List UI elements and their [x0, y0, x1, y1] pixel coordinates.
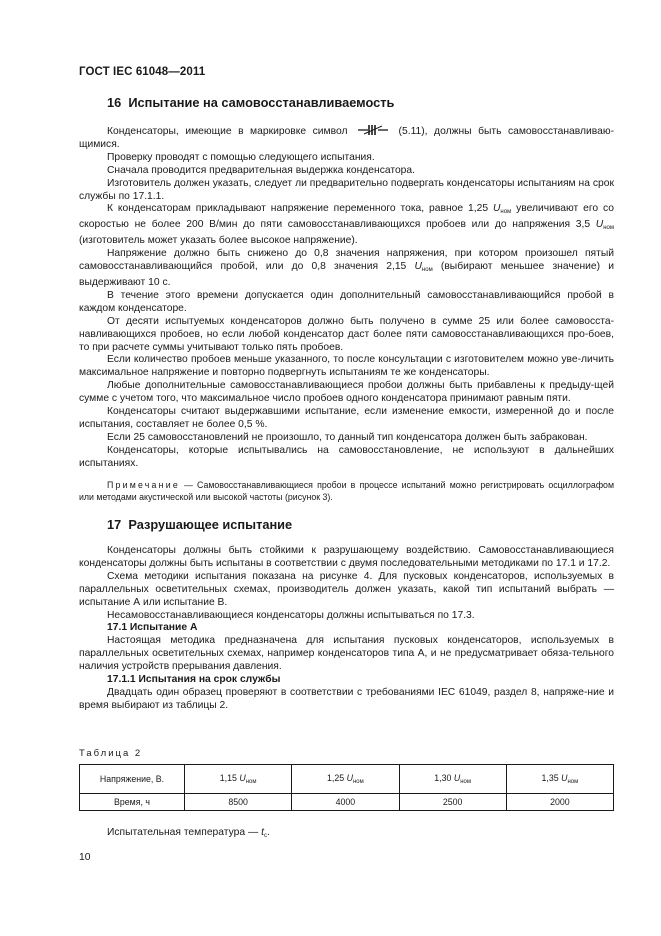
table-cell: 8500	[185, 794, 292, 811]
paragraph: Конденсаторы, которые испытывались на самовосстановление, не используют в дальнейших испытаниях.	[79, 444, 614, 469]
paragraph: В течение этого времени допускается один дополнительный самовосстанавливающийся пробой в каждом конденсаторе.	[79, 289, 614, 314]
note-text: — Самовосстанавливающиеся пробои в процессе испытаний можно регистрировать осциллографом или методами акустической или высокой частоты (рисунок 3).	[79, 480, 614, 502]
paragraph: Схема методики испытания показана на рисунке 4. Для пусковых конденсаторов, используемых в параллельных осветительных схемах, производитель должен указать, какой тип испытаний выбрать — испытание А или испытание В.	[79, 570, 614, 608]
paragraph: От десяти испытуемых конденсаторов должно быть получено в сумме 25 или более самовосста-навливающихся пробоев, но если любой конденсатор даст более пяти самовосстанавливающихся про-боев, то при расчете суммы учитывают только пять пробоев.	[79, 315, 614, 353]
paragraph: Конденсаторы считают выдержавшими испытание, если изменение емкости, измеренной до и после испытания, составляет не более 0,5 %.	[79, 406, 614, 430]
paragraph: К конденсаторам прикладывают напряжение переменного тока, равное 1,25 $U_{ном}$ увеличивают его со скоростью не более 200 В/мин до пяти самовосстанавливающихся пробоев или до напряжения 3,5 $U_{ном}$ (изготовитель может указать более высокое напряжение).	[79, 203, 614, 247]
subsection-17-1-1-title: 17.1.1 Испытания на срок службы	[107, 674, 281, 686]
paragraph: Двадцать один образец проверяют в соответствии с требованиями IEC 61049, раздел 8, напряже-ние и время выбирают из таблицы 2.	[79, 686, 614, 711]
paragraph: Любые дополнительные самовосстанавливающиеся пробои должны быть прибавлены к предыду-щей сумме с учетом того, что максимальное число пробоев одного конденсатора принимают равным пяти.	[79, 380, 614, 405]
paragraph: Если 25 самовосстановлений не произошло, то данный тип конденсатора должен быть забракован.	[107, 431, 588, 443]
note-label: Примечание	[107, 480, 180, 490]
paragraph: Если количество пробоев меньше указанного, то после консультации с изготовителем можно уве-личить максимальное напряжение и повторно подвергнуть испытаниям те же конденсаторы.	[79, 354, 614, 379]
table-2	[79, 764, 614, 811]
paragraph: Конденсаторы должны быть стойкими к разрушающему воздействию. Самовосстанавливающиеся конденсаторы должны быть испытаны в соответствии с двумя последовательными методиками по 17.1 и 17.2.	[79, 545, 614, 569]
page-number: 10	[79, 852, 91, 863]
paragraph: Конденсаторы, имеющие в маркировке символ (5.11), должны быть самовосстанавливаю-щимися.	[79, 126, 614, 150]
table-cell: 2000	[506, 794, 613, 811]
paragraph: Изготовитель должен указать, следует ли предварительно подвергать конденсаторы испытаниям на срок службы по 17.1.1.	[79, 177, 614, 202]
table-cell: Напряжение, В.	[80, 765, 185, 794]
paragraph: Проверку проводят с помощью следующего испытания.	[107, 151, 375, 163]
paragraph: Несамовосстанавливающиеся конденсаторы должны испытываться по 17.3.	[107, 609, 475, 621]
section-16-body	[79, 124, 614, 471]
table-cell: 1,35 $U_{ном}$	[506, 765, 613, 794]
self-healing-capacitor-symbol-icon	[354, 124, 392, 136]
table-cell: 2500	[399, 794, 506, 811]
table-row	[80, 765, 614, 794]
table-2-caption: Таблица 2	[79, 748, 143, 759]
note	[79, 479, 614, 503]
table-cell: 1,30 $U_{ном}$	[399, 765, 506, 794]
section-17-body	[79, 545, 614, 713]
section-17-title: Разрушающее испытание	[128, 517, 293, 532]
section-17-number: 17	[107, 517, 122, 532]
table-cell: 1,25 $U_{ном}$	[292, 765, 399, 794]
table-cell: 1,15 $U_{ном}$	[185, 765, 292, 794]
paragraph: Напряжение должно быть снижено до 0,8 значения напряжения, при котором произошел пятый самовосстанавливающийся пробой, или до 0,8 значения 2,15 $U_{ном}$ (выбирают меньшее значение) и выдерживают 10 с.	[79, 248, 614, 288]
section-16-title: Испытание на самовосстанавливаемость	[128, 95, 395, 110]
subsection-17-1-title: 17.1 Испытание А	[107, 622, 198, 634]
paragraph: Сначала проводится предварительная выдержка конденсатора.	[107, 164, 416, 176]
section-16-number: 16	[107, 95, 122, 110]
table-cell: Время, ч	[80, 794, 185, 811]
section-17-heading	[107, 517, 292, 532]
table-row	[80, 794, 614, 811]
table-cell: 4000	[292, 794, 399, 811]
test-temperature-line: Испытательная температура — $t_c$.	[107, 827, 270, 839]
section-16-heading	[107, 95, 394, 110]
document-header: ГОСТ IEC 61048—2011	[79, 66, 206, 78]
paragraph: Настоящая методика предназначена для испытания пусковых конденсаторов, используемых в параллельных осветительных схемах, например конденсаторов типа А, и не предусматривает обяза-тельного наличия устройств прерывания давления.	[79, 635, 614, 673]
